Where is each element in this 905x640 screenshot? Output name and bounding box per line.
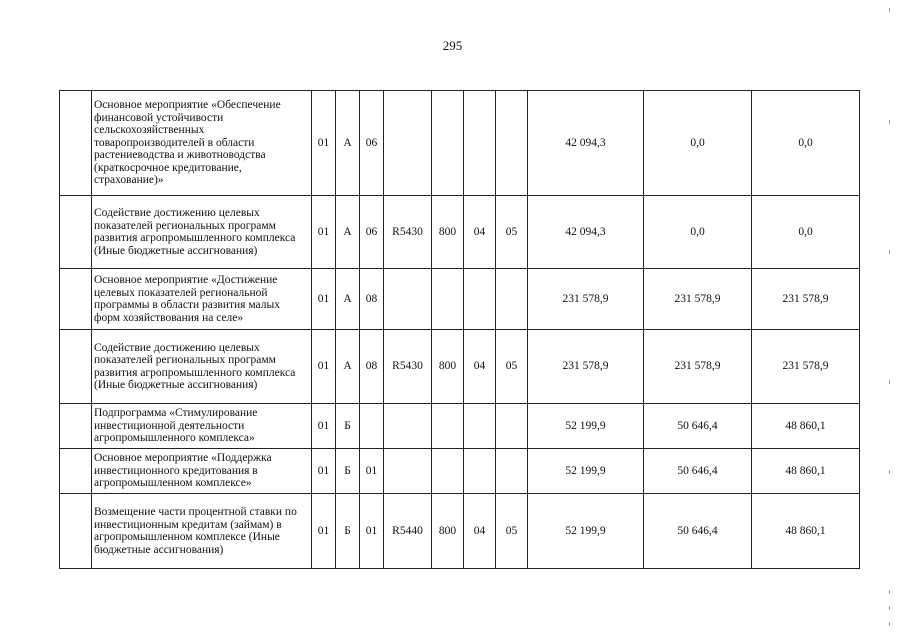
table-row <box>60 269 860 330</box>
code-direction <box>384 91 432 196</box>
row-margin-cell <box>60 330 92 404</box>
amount-year-1: 42 094,3 <box>528 91 644 196</box>
code-event: 06 <box>360 91 384 196</box>
amount-year-2: 231 578,9 <box>644 269 752 330</box>
amount-year-1: 52 199,9 <box>528 494 644 569</box>
row-name: Основное мероприятие «Обеспечение финансовой устойчивости сельскохозяйственных товаропроизводителей в области растениеводства и животноводства (краткосрочное кредитование, страхование)» <box>92 91 312 196</box>
code-expense-type: 800 <box>432 196 464 269</box>
amount-year-2: 231 578,9 <box>644 330 752 404</box>
code-program: 01 <box>312 330 336 404</box>
code-event: 01 <box>360 449 384 494</box>
row-name: Возмещение части процентной ставки по инвестиционным кредитам (займам) в агропромышленном комплексе (Иные бюджетные ассигнования) <box>92 494 312 569</box>
code-subprogram: Б <box>336 449 360 494</box>
scan-artifact-dots <box>889 0 895 640</box>
amount-year-1: 231 578,9 <box>528 330 644 404</box>
code-section: 04 <box>464 330 496 404</box>
code-direction: R5440 <box>384 494 432 569</box>
amount-year-1: 52 199,9 <box>528 449 644 494</box>
code-program: 01 <box>312 494 336 569</box>
amount-year-3: 0,0 <box>752 91 860 196</box>
budget-table <box>59 90 860 569</box>
code-section: 04 <box>464 494 496 569</box>
code-direction: R5430 <box>384 330 432 404</box>
code-event: 08 <box>360 330 384 404</box>
code-direction: R5430 <box>384 196 432 269</box>
code-subprogram: А <box>336 196 360 269</box>
row-name: Основное мероприятие «Достижение целевых показателей региональной программы в области развития малых форм хозяйствования на селе» <box>92 269 312 330</box>
amount-year-2: 0,0 <box>644 196 752 269</box>
code-subprogram: А <box>336 269 360 330</box>
code-event: 01 <box>360 494 384 569</box>
amount-year-3: 231 578,9 <box>752 269 860 330</box>
row-name: Основное мероприятие «Поддержка инвестиционного кредитования в агропромышленном комплексе» <box>92 449 312 494</box>
table-row <box>60 449 860 494</box>
row-name: Содействие достижению целевых показателей региональных программ развития агропромышленного комплекса (Иные бюджетные ассигнования) <box>92 196 312 269</box>
row-margin-cell <box>60 404 92 449</box>
amount-year-2: 50 646,4 <box>644 404 752 449</box>
code-event <box>360 404 384 449</box>
table-row <box>60 494 860 569</box>
code-event: 06 <box>360 196 384 269</box>
amount-year-2: 50 646,4 <box>644 494 752 569</box>
code-subprogram: А <box>336 330 360 404</box>
amount-year-1: 42 094,3 <box>528 196 644 269</box>
code-section: 04 <box>464 196 496 269</box>
table-row <box>60 404 860 449</box>
code-program: 01 <box>312 269 336 330</box>
code-expense-type: 800 <box>432 330 464 404</box>
code-subsection: 05 <box>496 196 528 269</box>
code-subprogram: Б <box>336 494 360 569</box>
amount-year-3: 48 860,1 <box>752 404 860 449</box>
row-margin-cell <box>60 269 92 330</box>
row-margin-cell <box>60 494 92 569</box>
amount-year-2: 0,0 <box>644 91 752 196</box>
amount-year-3: 231 578,9 <box>752 330 860 404</box>
amount-year-2: 50 646,4 <box>644 449 752 494</box>
code-subsection <box>496 269 528 330</box>
code-direction <box>384 404 432 449</box>
code-subprogram: А <box>336 91 360 196</box>
page-number: 295 <box>442 38 463 53</box>
table-row <box>60 91 860 196</box>
code-direction <box>384 449 432 494</box>
amount-year-1: 52 199,9 <box>528 404 644 449</box>
amount-year-1: 231 578,9 <box>528 269 644 330</box>
row-margin-cell <box>60 196 92 269</box>
code-section <box>464 404 496 449</box>
code-expense-type <box>432 449 464 494</box>
row-name: Подпрограмма «Стимулирование инвестиционной деятельности агропромышленного комплекса» <box>92 404 312 449</box>
code-subsection <box>496 91 528 196</box>
code-expense-type <box>432 91 464 196</box>
code-program: 01 <box>312 404 336 449</box>
code-program: 01 <box>312 196 336 269</box>
code-expense-type <box>432 269 464 330</box>
amount-year-3: 0,0 <box>752 196 860 269</box>
code-subsection <box>496 449 528 494</box>
code-expense-type <box>432 404 464 449</box>
code-subsection: 05 <box>496 330 528 404</box>
code-subsection <box>496 404 528 449</box>
table-row <box>60 196 860 269</box>
amount-year-3: 48 860,1 <box>752 449 860 494</box>
row-name: Содействие достижению целевых показателей региональных программ развития агропромышленного комплекса (Иные бюджетные ассигнования) <box>92 330 312 404</box>
code-program: 01 <box>312 449 336 494</box>
code-expense-type: 800 <box>432 494 464 569</box>
code-program: 01 <box>312 91 336 196</box>
code-event: 08 <box>360 269 384 330</box>
code-section <box>464 269 496 330</box>
code-section <box>464 91 496 196</box>
code-section <box>464 449 496 494</box>
amount-year-3: 48 860,1 <box>752 494 860 569</box>
table-row <box>60 330 860 404</box>
code-subsection: 05 <box>496 494 528 569</box>
code-subprogram: Б <box>336 404 360 449</box>
row-margin-cell <box>60 91 92 196</box>
code-direction <box>384 269 432 330</box>
row-margin-cell <box>60 449 92 494</box>
